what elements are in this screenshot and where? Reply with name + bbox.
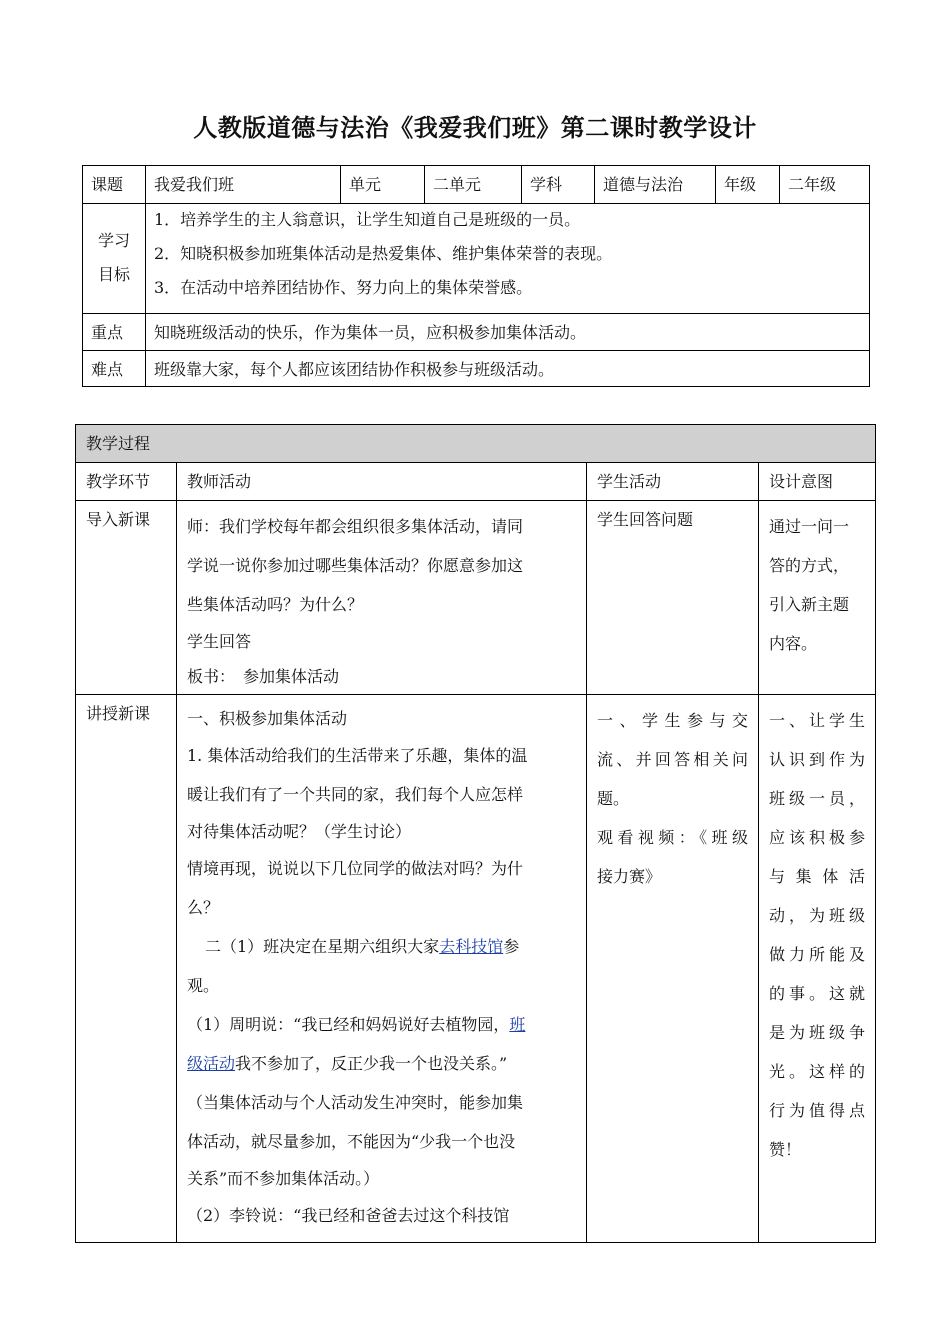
info-table <box>82 165 870 387</box>
info-row-goals <box>83 204 870 314</box>
goals-content <box>146 204 870 314</box>
unit-label: 单元 <box>341 166 425 204</box>
lecture-teacher-line: 对待集体活动呢？（学生讨论） <box>187 822 412 841</box>
goal-item: 3．在活动中培养团结协作、努力向上的集体荣誉感。 <box>154 278 533 297</box>
lecture-student-line: 流、并回答相关问 <box>597 750 748 769</box>
lecture-text: （1）周明说：“我已经和妈妈说好去植物园， <box>187 1015 510 1034</box>
lecture-intent-line: 做力所能及 <box>769 945 866 964</box>
lecture-intent-line: 班级一员， <box>769 789 866 808</box>
subject-label: 学科 <box>522 166 595 204</box>
goals-label <box>83 204 146 314</box>
course-value: 我爱我们班 <box>146 166 341 204</box>
lecture-stage: 讲授新课 <box>76 695 177 1243</box>
key-value: 知晓班级活动的快乐，作为集体一员，应积极参加集体活动。 <box>146 314 870 351</box>
lecture-intent-line: 动，为班级 <box>769 906 866 925</box>
intro-intent <box>759 501 876 695</box>
column-teacher: 教师活动 <box>177 463 587 501</box>
lecture-teacher-line: 关系”而不参加集体活动。） <box>187 1169 380 1188</box>
lecture-teacher-line: 情境再现，说说以下几位同学的做法对吗？为什 <box>187 859 524 878</box>
process-columns-row <box>76 463 876 501</box>
lecture-intent-line: 应该积极参 <box>769 828 866 847</box>
lecture-intent-line: 与集体活 <box>769 867 866 886</box>
unit-value: 二单元 <box>425 166 522 204</box>
intro-teacher-line: 学生回答 <box>187 632 252 651</box>
lecture-teacher <box>177 695 587 1243</box>
intro-row <box>76 501 876 695</box>
lecture-teacher-line <box>187 1005 576 1044</box>
lecture-student <box>587 695 759 1243</box>
course-label: 课题 <box>83 166 146 204</box>
lecture-text: 参 <box>503 937 520 956</box>
lecture-teacher-line: 暖让我们有了一个共同的家，我们每个人应怎样 <box>187 785 524 804</box>
lecture-student-line: 一、学生参与交 <box>597 711 748 730</box>
goals-label-line-1: 学习 <box>97 231 130 250</box>
class-activity-link[interactable]: 班 <box>509 1015 526 1034</box>
info-row-difficulty <box>83 351 870 387</box>
info-row-basic <box>83 166 870 204</box>
goals-label-line-2: 目标 <box>97 265 130 284</box>
intro-student: 学生回答问题 <box>587 501 759 695</box>
lecture-student-line: 观看视频：《班级 <box>597 828 748 847</box>
lecture-teacher-line <box>187 927 576 966</box>
intro-intent-line: 引入新主题 <box>769 595 850 614</box>
lecture-intent-line: 行为值得点 <box>769 1101 866 1120</box>
lecture-student-line: 题。 <box>597 789 630 808</box>
info-row-key <box>83 314 870 351</box>
page-title: 人教版道德与法治《我爱我们班》第二课时教学设计 <box>193 114 757 142</box>
grade-label: 年级 <box>716 166 780 204</box>
intro-stage: 导入新课 <box>76 501 177 695</box>
intro-teacher-line: 师：我们学校每年都会组织很多集体活动，请同 <box>187 517 524 536</box>
lecture-text: 我不参加了，反正少我一个也没关系。” <box>235 1054 508 1073</box>
lecture-teacher-line <box>187 1044 576 1083</box>
lecture-text: 二（1）班决定在星期六组织大家 <box>205 937 440 956</box>
lecture-intent <box>759 695 876 1243</box>
difficulty-label: 难点 <box>83 351 146 387</box>
lecture-teacher-line: 1. 集体活动给我们的生活带来了乐趣，集体的温 <box>187 746 528 765</box>
lecture-row <box>76 695 876 1243</box>
intro-teacher-line: 学说一说你参加过哪些集体活动？你愿意参加这 <box>187 556 524 575</box>
lecture-intent-line: 认识到作为 <box>769 750 866 769</box>
intro-teacher-line: 板书： 参加集体活动 <box>187 667 340 686</box>
lecture-intent-line: 的事。这就 <box>769 984 866 1003</box>
intro-intent-line: 答的方式， <box>769 556 850 575</box>
goal-item: 1．培养学生的主人翁意识，让学生知道自己是班级的一员。 <box>154 210 581 229</box>
lecture-teacher-line: 么？ <box>187 898 220 917</box>
lecture-teacher-line: 观。 <box>187 976 220 995</box>
intro-teacher <box>177 501 587 695</box>
process-header-row <box>76 425 876 463</box>
lecture-intent-line: 光。这样的 <box>769 1062 866 1081</box>
lecture-teacher-line: （2）李铃说：“我已经和爸爸去过这个科技馆 <box>187 1206 510 1225</box>
lecture-intent-line: 是为班级争 <box>769 1023 866 1042</box>
intro-teacher-line: 些集体活动吗？为什么？ <box>187 595 364 614</box>
key-label: 重点 <box>83 314 146 351</box>
difficulty-value: 班级靠大家，每个人都应该团结协作积极参与班级活动。 <box>146 351 870 387</box>
subject-value: 道德与法治 <box>595 166 716 204</box>
lecture-intent-line: 一、让学生 <box>769 711 866 730</box>
lecture-intent-line: 赞！ <box>769 1140 802 1159</box>
intro-intent-line: 内容。 <box>769 634 818 653</box>
process-table <box>75 424 876 1243</box>
class-activity-link[interactable]: 级活动 <box>187 1054 236 1073</box>
science-museum-link[interactable]: 去科技馆 <box>439 937 504 956</box>
lecture-teacher-line: 体活动，就尽量参加，不能因为“少我一个也没 <box>187 1132 516 1151</box>
grade-value: 二年级 <box>780 166 870 204</box>
column-stage: 教学环节 <box>76 463 177 501</box>
column-intent: 设计意图 <box>759 463 876 501</box>
intro-intent-line: 通过一问一 <box>769 517 850 536</box>
lecture-student-line: 接力赛》 <box>597 867 662 886</box>
column-student: 学生活动 <box>587 463 759 501</box>
goal-item: 2．知晓积极参加班集体活动是热爱集体、维护集体荣誉的表现。 <box>154 244 613 263</box>
lecture-teacher-line: 一、积极参加集体活动 <box>187 709 348 728</box>
lecture-teacher-line: （当集体活动与个人活动发生冲突时，能参加集 <box>187 1093 524 1112</box>
process-header: 教学过程 <box>76 425 876 463</box>
